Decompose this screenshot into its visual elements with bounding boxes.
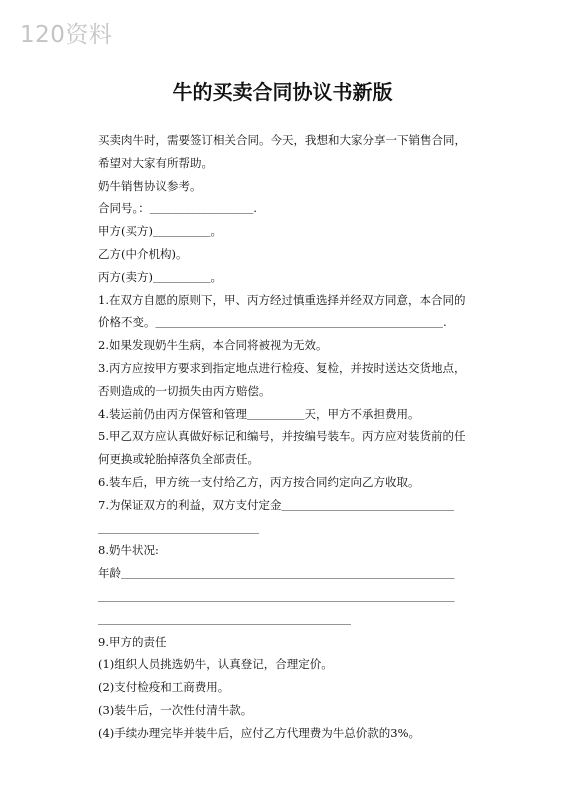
text-line: ＿＿＿＿＿＿＿＿＿＿＿＿＿＿＿＿＿＿＿＿＿＿＿＿＿＿＿＿＿＿＿ [98,588,455,603]
text-line: 合同号。：＿＿＿＿＿＿＿＿＿. [98,201,257,216]
text-line: 4.装运前仍由丙方保管和管理＿＿＿＿＿天，甲方不承担费用。 [98,406,420,421]
text-line: 乙方(中介机构)。 [98,246,188,261]
text-line: (2)支付检疫和工商费用。 [98,680,230,695]
watermark: 120资料 [20,22,113,48]
text-line: 价格不变。＿＿＿＿＿＿＿＿＿＿＿＿＿＿＿＿＿＿＿＿＿＿＿＿＿. [98,315,447,330]
text-line: (3)装牛后，一次性付清牛款。 [98,702,253,717]
text-line: 1.在双方自愿的原则下，甲、丙方经过慎重选择并经双方同意，本合同的 [98,292,466,307]
page-title: 牛的买卖合同协议书新版 [172,80,393,104]
text-line: ＿＿＿＿＿＿＿＿＿＿＿＿＿＿＿＿＿＿＿＿＿＿ [98,611,351,626]
text-line: 希望对大家有所帮助。 [98,155,213,170]
text-line: 3.丙方应按甲方要求到指定地点进行检疫、复检，并按时送达交货地点， [98,360,466,375]
text-line: 9.甲方的责任 [98,634,167,649]
text-line: (1)组织人员挑选奶牛，认真登记，合理定价。 [98,657,333,672]
text-line: (4)手续办理完毕并装牛后，应付乙方代理费为牛总价款的3%。 [98,725,421,740]
text-line: ＿＿＿＿＿＿＿＿＿＿＿＿＿＿ [98,520,259,535]
text-line: 买卖肉牛时，需要签订相关合同。今天，我想和大家分享一下销售合同， [98,133,466,147]
text-line: 6.装车后，甲方统一支付给乙方，丙方按合同约定向乙方收取。 [98,474,420,489]
document-body [98,129,470,745]
text-line: 甲方(买方)＿＿＿＿＿。 [98,224,222,239]
text-line: 否则造成的一切损失由丙方赔偿。 [98,383,271,398]
text-line: 5.甲乙双方应认真做好标记和编号，并按编号装车。丙方应对装货前的任 [98,429,466,444]
text-line: 7.为保证双方的利益，双方支付定金＿＿＿＿＿＿＿＿＿＿＿＿＿＿＿ [98,497,454,512]
text-line: 何更换或轮胎掉落负全部责任。 [98,452,259,467]
text-line: 奶牛销售协议参考。 [98,178,202,193]
text-line: 2.如果发现奶牛生病，本合同将被视为无效。 [98,338,328,353]
text-line: 8.奶牛状况: [98,543,159,558]
text-line: 年龄＿＿＿＿＿＿＿＿＿＿＿＿＿＿＿＿＿＿＿＿＿＿＿＿＿＿＿＿＿ [98,566,455,581]
text-line: 丙方(卖方)＿＿＿＿＿。 [98,269,222,284]
